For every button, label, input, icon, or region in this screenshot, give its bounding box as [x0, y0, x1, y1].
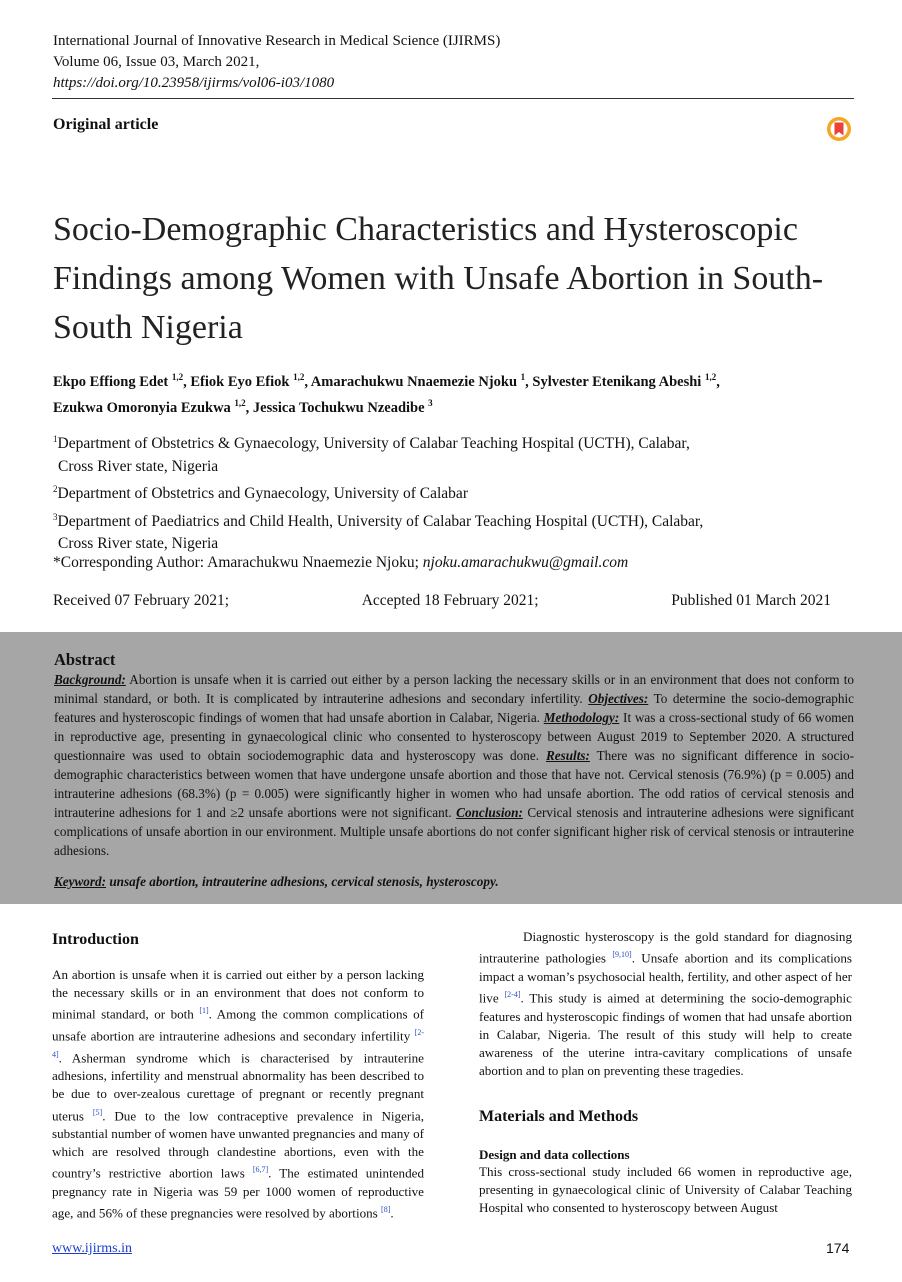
introduction-paragraph-2 — [479, 928, 852, 1080]
citation-ref[interactable]: [5] — [92, 1107, 103, 1117]
intro-text: . Among the common complications of unsafe abortion are intrauterine adhesions and secondary infertility — [52, 1006, 424, 1044]
background-text: Abortion is unsafe when it is carried out either by a person lacking the necessary skills or in an environment that does not conform to minimal standard, or both. It is complicated by intrauterine adhesions and secondary infertility. — [54, 672, 854, 706]
abstract-heading: Abstract — [54, 650, 116, 669]
author-name: Efiok Eyo Efiok — [190, 373, 290, 390]
intro-text: . The estimated unintended pregnancy rate in Nigeria was 59 per 1000 women of reproductive age, and 56% of these pregnancies were resolved by abortions — [52, 1165, 424, 1221]
affiliation-number: 3 — [53, 511, 58, 522]
publication-dates — [53, 592, 831, 610]
results-label: Results: — [545, 748, 590, 763]
author-affil: 1,2 — [234, 397, 246, 408]
author-separator: , — [716, 373, 720, 390]
affiliation-text: Department of Obstetrics and Gynaecology, University of Calabar — [57, 485, 468, 503]
affiliation-text: Department of Obstetrics & Gynaecology, University of Calabar Teaching Hospital (UCTH), Calabar, — [57, 435, 690, 453]
affiliation-item — [53, 428, 813, 456]
citation-ref[interactable]: [8] — [381, 1205, 391, 1215]
page-number: 174 — [826, 1240, 850, 1256]
objectives-text: To determine the socio-demographic features and hysteroscopic findings of women that had unsafe abortion in Calabar, Nigeria. — [54, 691, 854, 725]
corresponding-email[interactable]: njoku.amarachukwu@gmail.com — [422, 554, 629, 571]
author-affil: 1,2 — [293, 372, 305, 382]
introduction-heading: Introduction — [52, 931, 139, 948]
citation-ref[interactable]: [6,7] — [252, 1165, 269, 1175]
affiliation-text: Department of Paediatrics and Child Health, University of Calabar Teaching Hospital (UCTH), Calabar, — [57, 512, 704, 530]
methods-subheading: Design and data collections — [479, 1147, 630, 1162]
conclusion-text: Cervical stenosis and intrauterine adhesions were significant complications of unsafe abortion in our environment. Multiple unsafe abortions do not confer significant higher risk of cervical stenosis or intrauterine adhesions. — [54, 805, 854, 858]
author-separator: , — [525, 373, 533, 390]
author-name: Jessica Tochukwu Nzeadibe — [252, 399, 425, 416]
methods-heading: Materials and Methods — [479, 1108, 639, 1125]
intro-text: . Asherman syndrome which is characterised by intrauterine adhesions, infertility and menstrual abnormality has been described to be due to over-zealous curettage of pregnant or recently pregnant uterus — [52, 1049, 424, 1123]
affiliation-number: 2 — [53, 484, 58, 495]
website-link[interactable]: www.ijirms.in — [52, 1241, 132, 1256]
conclusion-label: Conclusion: — [456, 805, 523, 820]
affiliation-list — [53, 428, 813, 556]
keyword-text: unsafe abortion, intrauterine adhesions, cervical stenosis, hysteroscopy. — [106, 874, 499, 889]
affiliation-continuation: Cross River state, Nigeria — [58, 457, 219, 475]
header-divider — [52, 98, 854, 99]
objectives-label: Objectives: — [588, 691, 649, 706]
intro-text: . Unsafe abortion and its complications impact a woman’s psychosocial health, fertility, and other aspect of her live — [479, 950, 852, 1006]
published-date: Published 01 March 2021 — [671, 592, 831, 609]
citation-ref[interactable]: [2-4] — [52, 1027, 424, 1059]
intro-text: Diagnostic hysteroscopy is the gold standard for diagnosing intrauterine pathologies — [479, 929, 852, 966]
abstract-box — [0, 632, 902, 904]
intro-text: An abortion is unsafe when it is carried out either by a person lacking the necessary skills or in an environment that does not conform to minimal standard, or both — [52, 967, 424, 1022]
affiliation-item — [53, 478, 813, 506]
affiliation-item — [53, 506, 813, 534]
intro-text: . Due to the low contraceptive prevalence in Nigeria, substantial number of women have unwanted pregnancies and many of which are resolved through clandestine abortions, even with the country’s restrictive abortion laws — [52, 1107, 424, 1181]
author-separator: , — [304, 373, 311, 390]
citation-ref[interactable]: [9,10] — [612, 950, 632, 960]
author-list — [53, 367, 853, 419]
methodology-text: It was a cross-sectional study of 66 women in reproductive age, presenting in gynaecological clinic who consented to hysteroscopy between August 2019 to September 2020. A structured questionnaire was used to obtain sociodemographic data and hysteroscopy was done. — [54, 710, 855, 763]
author-affil: 3 — [428, 397, 433, 408]
methods-paragraph: This cross-sectional study included 66 women in reproductive age, presenting in gynaecological clinic of University of Calabar Teaching Hospital who consented to hysteroscopy between August — [479, 1164, 852, 1216]
doi-link[interactable]: https://doi.org/10.23958/ijirms/vol06-i03/1080 — [53, 75, 335, 91]
keyword-label: Keyword: — [54, 874, 107, 889]
abstract-content — [54, 650, 854, 891]
author-name: Ezukwa Omoronyia Ezukwa — [53, 399, 231, 416]
author-name: Amarachukwu Nnaemezie Njoku — [310, 373, 518, 390]
crossmark-badge-icon[interactable] — [826, 116, 852, 142]
introduction-paragraph-1 — [52, 966, 424, 1223]
corresponding-label: *Corresponding Author: Amarachukwu Nnaemezie Njoku; — [53, 554, 419, 571]
citation-ref[interactable]: [1] — [199, 1006, 209, 1016]
paper-title: Socio-Demographic Characteristics and Hysteroscopic Findings among Women with Unsafe Abortion in South-South Nigeria — [53, 211, 824, 346]
abstract-body — [54, 670, 854, 860]
volume-info: Volume 06, Issue 03, March 2021, — [53, 54, 260, 70]
author-separator: , — [245, 399, 253, 416]
background-label: Background: — [54, 672, 126, 687]
author-affil: 1,2 — [704, 372, 717, 382]
keywords — [54, 872, 854, 891]
citation-ref[interactable]: [2-4] — [504, 989, 521, 999]
author-affil: 1 — [520, 372, 526, 382]
results-text: There was no significant difference in socio-demographic characteristics between women that have undergone unsafe abortion and those that have not. Cervical stenosis (76.9%) (p = 0.005) and intrauterine adhesions (68.3%) (p = 0.005) were significantly higher in women who had unsafe abortion. The odd ratios of cervical stenosis and intrauterine adhesions for 1 and ≥2 unsafe abortions were not significant. — [54, 748, 854, 820]
methodology-label: Methodology: — [543, 710, 620, 725]
intro-text: . This study is aimed at determining the socio-demographic features and hysteroscopic findings of women that had unsafe abortion in Calabar, Nigeria. The result of this study will help to create awareness of the uterine intra-cavitary complications of unsafe abortion and to plan on preventing these tragedies. — [479, 990, 852, 1079]
received-date: Received 07 February 2021; — [53, 592, 230, 609]
journal-header — [53, 31, 500, 94]
author-affil: 1,2 — [171, 372, 184, 382]
author-name: Sylvester Etenikang Abeshi — [532, 373, 702, 390]
corresponding-author — [53, 554, 628, 572]
affiliation-number: 1 — [53, 434, 58, 444]
author-separator: , — [183, 373, 191, 390]
journal-name: International Journal of Innovative Research in Medical Science (IJIRMS) — [53, 33, 501, 49]
affiliation-continuation: Cross River state, Nigeria — [58, 535, 219, 553]
accepted-date: Accepted 18 February 2021; — [361, 592, 539, 609]
article-type: Original article — [53, 116, 159, 133]
intro-text: . — [390, 1205, 394, 1221]
author-name: Ekpo Effiong Edet — [53, 373, 169, 390]
